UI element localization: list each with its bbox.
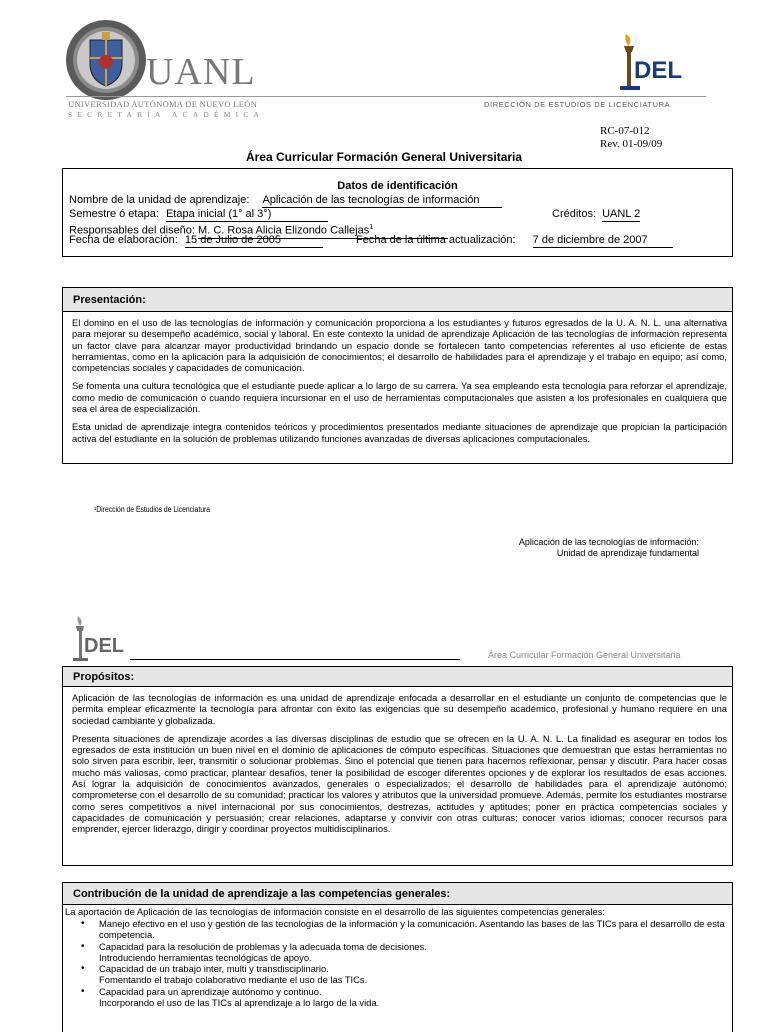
presentation-paragraph: El domino en el uso de las tecnologías de información y comunicación proporciona a los estudiantes y futuros egresados de la U. A. N. L. una alternativa para mejorar su desempeño académico, social y laboral. En este contexto la unidad de aprendizaje Aplicación de las tecnologías de información representa un factor clave para alcanzar mayor productividad brindando un espacio donde se fortalecen tanto competencias referentes al uso eficiente de estas herramientas, como en la aplicación para la adquisición de conocimientos; el desarrollo de habilidades para el aprendizaje y el trabajo en equipo; así como, competencias sociales y capacidades de comunicación. [72, 317, 727, 374]
name-label: Nombre de la unidad de aprendizaje: [69, 194, 250, 206]
footnote-marker: 1 [369, 224, 374, 231]
responsible-value: M. C. Rosa Alicia Elizondo Callejas$^1$ [198, 221, 448, 239]
document-code-id: RC-07-012 [600, 125, 650, 137]
page-footer [519, 537, 699, 559]
presentation-heading: Presentación: [63, 288, 732, 312]
list-item [81, 963, 728, 986]
competence-sub: Fomentando el trabajo colaborativo mediante el uso de las TICs. [99, 974, 368, 986]
list-item [81, 941, 728, 964]
footnote: ¹Dirección de Estudios de Licenciatura [94, 505, 211, 514]
footer-line-1: Aplicación de las tecnologías de información: [518, 537, 699, 547]
bullet-icon: • [81, 940, 85, 952]
semester-row [69, 208, 328, 222]
competence-main: Manejo efectivo en el uso y gestión de las tecnologías de la información y la comunicación. Asentando las bases de las TICs para el desarrollo de esta competencia. [99, 918, 725, 941]
presentation-box [62, 287, 733, 464]
date-label: Fecha de elaboración: [69, 234, 178, 246]
secretariat-name: SECRETARÍA ACADÉMICA [68, 110, 265, 119]
identification-box [62, 168, 733, 257]
bullet-icon: • [81, 918, 85, 929]
document-code [600, 125, 662, 151]
semester-value: Etapa inicial (1° al 3°) [166, 208, 328, 222]
footer-line-2: Unidad de aprendizaje fundamental [556, 548, 699, 558]
university-name: UNIVERSIDAD AUTÓNOMA DE NUEVO LEÓN [68, 99, 258, 109]
competence-main: Capacidad para la resolución de problemas y la adecuada toma de decisiones. [99, 940, 427, 952]
svg-text:DEL: DEL [84, 635, 124, 657]
presentation-body [72, 317, 727, 444]
del-logo [612, 30, 682, 94]
competence-sub: Introduciendo herramientas tecnológicas de apoyo. [99, 951, 312, 963]
date-row [69, 234, 323, 248]
bullet-icon: • [81, 985, 85, 997]
presentation-paragraph: Se fomenta una cultura tecnológica que el estudiante puede aplicar a lo largo de su carrera. Ya sea empleando esta tecnología para reforzar el aprendizaje, como medio de comunicación o cuando requiera incursionar en el uso de herramientas computacionales que asisten a los profesionales en cualquiera que sea el área de especialización. [72, 380, 727, 415]
competences-list [81, 918, 728, 1008]
credits-value: UANL 2 [602, 208, 641, 220]
name-row [69, 194, 502, 208]
page2-header-rule [130, 659, 460, 660]
competence-sub: Incorporando el uso de las TICs al aprendizaje a lo largo de la vida. [99, 997, 380, 1009]
competences-box [62, 882, 733, 1032]
competences-intro: La aportación de Aplicación de las tecnologías de información consiste en el desarrollo de las siguientes competencias generales: [65, 906, 605, 917]
identification-title: Datos de identificación [337, 180, 458, 192]
competences-heading: Contribución de la unidad de aprendizaje a las competencias generales: [63, 883, 732, 905]
update-row [356, 234, 673, 248]
uanl-wordmark: UANL [146, 51, 256, 93]
credits-label: Créditos: [552, 208, 597, 220]
purposes-paragraph: Aplicación de las tecnologías de información es una unidad de aprendizaje enfocada a desarrollar en el estudiante un conjunto de competencias que le permita emplear eficazmente la tecnología para afrontar con éxito las exigencias que su desempeño académico, profesional y humano requiere en una sociedad cambiante y globalizada. [72, 692, 727, 726]
purposes-paragraph: Presenta situaciones de aprendizaje acordes a las diversas disciplinas de estudio que se ofrecen en la U. A. N. L. La finalidad es asegurar en todos los egresados de esta institución un buen nivel en el dominio de aplicaciones de cómputo específicas. Situaciones que demuestran que estas herramientas no solo sirven para escribir, leer, transmitir o solucionar problemas. Sino el potencial que tienen para hacernos reflexionar, pensar y discutir. Para hacer cosas mucho más valiosas, como practicar, plantear desafíos, tener la posibilidad de escoger diferentes opciones y de explorar los resultados de esas acciones. Así lograr la adquisición de conocimientos avanzados, generales o especializados; el desarrollo de habilidades para el aprendizaje autónomo; comprometerse con el desarrollo de su comunidad; practicar los valores y atributos que la universidad promueve. Además, permite los estudiantes mostrarse como seres competitivos a nivel internacional por sus conocimientos, destrezas, actitudes y aptitudes; poner en práctica competencias sociales y capacidades de comunicación y persuasión; crear relaciones, adaptarse y convivir con otras culturas; conocer varios idiomas; conocer recursos para emprender, ejercer liderazgo, dirigir y coordinar proyectos multidisciplinarios. [72, 732, 727, 835]
date-value: 15 de Julio de 2005 [185, 234, 323, 248]
del-caption: DIRECCIÓN DE ESTUDIOS DE LICENCIATURA [484, 100, 671, 109]
update-label: Fecha de la última actualización: [356, 234, 516, 246]
svg-text:DEL: DEL [634, 57, 682, 84]
list-item [81, 986, 728, 1009]
document-revision: Rev. 01-09/09 [600, 138, 663, 150]
responsible-label: Responsables del diseño: [69, 224, 195, 237]
page2-header-title: Área Curricular Formación General Universitaria [488, 650, 681, 660]
list-item [81, 918, 728, 941]
uanl-seal-logo [64, 18, 148, 102]
presentation-paragraph: Esta unidad de aprendizaje integra contenidos teóricos y procedimientos presentados mediante situaciones de aprendizaje que propician la participación activa del estudiante en la solución de problemas utilizando funciones avanzadas de diversas aplicaciones computacionales. [72, 421, 727, 444]
del-logo-small [68, 614, 126, 664]
competence-main: Capacidad de un trabajo inter, multi y transdisciplinario. [99, 963, 329, 975]
update-value: 7 de diciembre de 2007 [533, 234, 673, 248]
purposes-box [62, 666, 733, 866]
credits-row [552, 208, 640, 222]
purposes-heading: Propósitos: [63, 667, 732, 687]
purposes-body [72, 692, 727, 835]
semester-label: Semestre ó etapa: [69, 208, 159, 220]
header-rule [66, 96, 706, 97]
bullet-icon: • [81, 963, 85, 975]
name-value: Aplicación de las tecnologías de información [262, 194, 502, 208]
document-title: Área Curricular Formación General Universitaria [245, 150, 523, 164]
competence-main: Capacidad para un aprendizaje autónomo y continuo. [99, 985, 322, 997]
